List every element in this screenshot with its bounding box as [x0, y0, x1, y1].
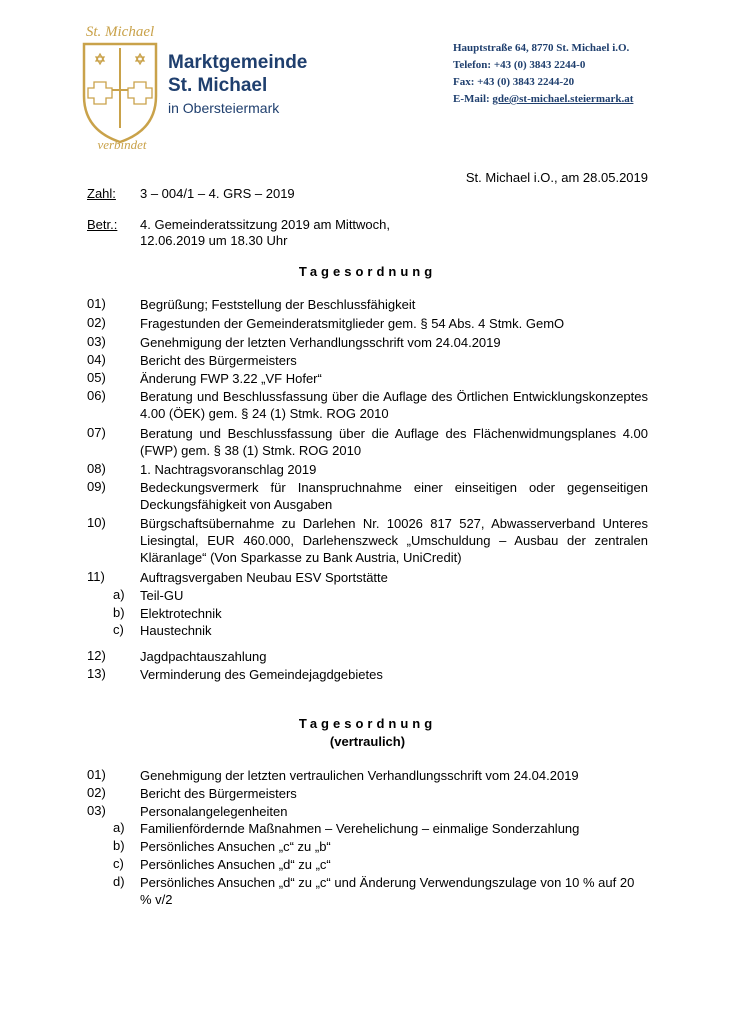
betr-label: Betr.: — [87, 217, 118, 232]
confidential-heading: Tagesordnung — [298, 716, 437, 731]
brand-name-line1: Marktgemeinde — [168, 52, 308, 73]
coat-of-arms-logo — [70, 18, 170, 153]
contact-email-line — [453, 93, 633, 105]
contact-email-link[interactable]: gde@st-michael.steiermark.at — [492, 93, 634, 105]
contact-fax: Fax: +43 (0) 3843 2244-20 — [453, 76, 575, 88]
dateline: St. Michael i.O., am 28.05.2019 — [465, 170, 648, 185]
logo-text-top: St. Michael — [85, 24, 155, 40]
contact-address: Hauptstraße 64, 8770 St. Michael i.O. — [453, 42, 630, 54]
brand-name-line2: St. Michael — [168, 75, 268, 96]
contact-phone: Telefon: +43 (0) 3843 2244-0 — [453, 59, 586, 71]
logo-text-bottom: verbindet — [97, 137, 147, 152]
betr-value-line1: 4. Gemeinderatssitzung 2019 am Mittwoch, — [140, 217, 391, 232]
zahl-value: 3 – 004/1 – 4. GRS – 2019 — [140, 186, 295, 201]
betr-value-line2: 12.06.2019 um 18.30 Uhr — [140, 233, 288, 248]
confidential-subheading: (vertraulich) — [329, 734, 406, 749]
contact-email-label: E-Mail: — [453, 93, 493, 105]
agenda-heading: Tagesordnung — [298, 264, 437, 279]
zahl-label: Zahl: — [87, 186, 116, 201]
brand-subtitle: in Obersteiermark — [168, 100, 280, 116]
